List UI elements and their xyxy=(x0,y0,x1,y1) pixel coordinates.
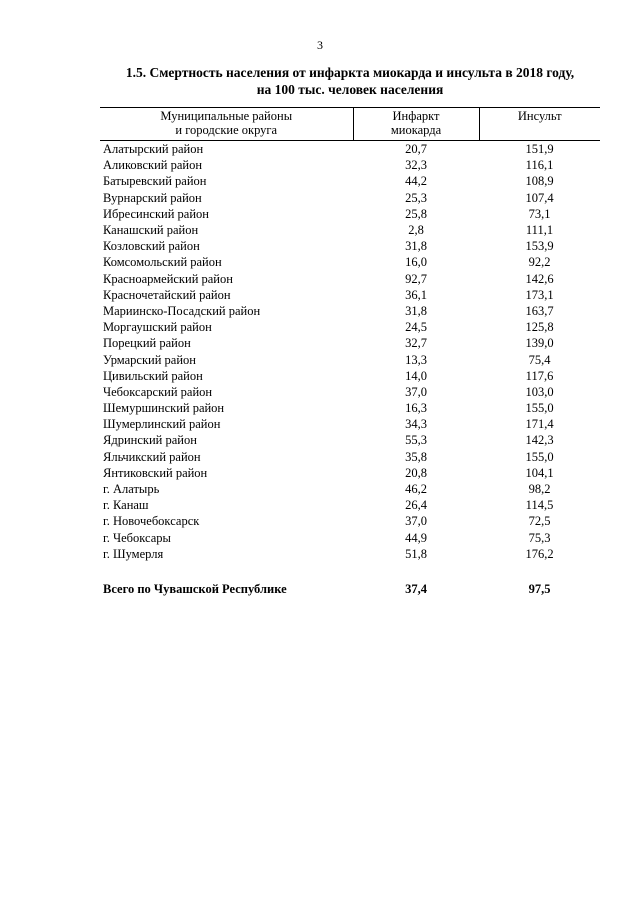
cell-mi: 25,3 xyxy=(405,190,427,205)
cell-mi: 2,8 xyxy=(408,223,424,238)
cell-mi: 32,3 xyxy=(405,158,427,173)
document-title xyxy=(100,64,600,98)
cell-stroke: 111,1 xyxy=(525,223,554,238)
cell-mi: 31,8 xyxy=(405,303,427,318)
cell-mi: 51,8 xyxy=(405,546,427,561)
cell-name: г. Шумерля xyxy=(103,546,164,561)
cell-name: Шумерлинский район xyxy=(103,417,221,432)
cell-stroke: 72,5 xyxy=(528,514,551,529)
cell-stroke: 117,6 xyxy=(525,368,554,383)
table-row xyxy=(100,465,600,481)
cell-stroke: 104,1 xyxy=(525,465,554,480)
cell-stroke: 125,8 xyxy=(525,320,554,335)
table-row xyxy=(100,319,600,335)
cell-name: Аликовский район xyxy=(103,158,203,173)
cell-name: Алатырский район xyxy=(103,142,204,157)
header-municipality-line-1: Муниципальные районы xyxy=(160,109,293,123)
cell-name: Всего по Чувашской Республике xyxy=(103,581,287,596)
cell-stroke: 163,7 xyxy=(525,303,554,318)
cell-mi: 31,8 xyxy=(405,239,427,254)
cell-name: Вурнарский район xyxy=(103,190,202,205)
header-municipality-line-2: и городские округа xyxy=(175,123,278,137)
cell-name: Ибресинский район xyxy=(103,206,209,221)
cell-mi: 36,1 xyxy=(405,287,427,302)
header-mi-line-1: Инфаркт xyxy=(392,109,440,123)
total-row xyxy=(100,581,600,597)
table-row xyxy=(100,449,600,465)
cell-stroke: 114,5 xyxy=(525,498,554,513)
cell-mi: 16,3 xyxy=(405,401,427,416)
cell-name: г. Чебоксары xyxy=(103,530,171,545)
cell-name: г. Алатырь xyxy=(103,482,160,497)
spacer-cell xyxy=(100,562,600,581)
page-number: 3 xyxy=(317,38,323,52)
cell-name: г. Новочебоксарск xyxy=(103,514,200,529)
spacer-row xyxy=(100,562,600,581)
cell-stroke: 103,0 xyxy=(525,384,554,399)
cell-stroke: 92,2 xyxy=(528,255,551,270)
table-row xyxy=(100,271,600,287)
cell-stroke: 173,1 xyxy=(525,287,554,302)
table-row xyxy=(100,513,600,529)
cell-mi: 32,7 xyxy=(405,336,427,351)
cell-stroke: 139,0 xyxy=(525,336,554,351)
title-line-2: на 100 тыс. человек населения xyxy=(256,82,444,97)
table-row xyxy=(100,141,600,158)
cell-name: Комсомольский район xyxy=(103,255,222,270)
cell-name: Козловский район xyxy=(103,239,200,254)
cell-stroke: 155,0 xyxy=(525,401,554,416)
cell-name: Урмарский район xyxy=(103,352,196,367)
table-body xyxy=(100,141,600,598)
cell-mi: 26,4 xyxy=(405,498,427,513)
cell-mi: 44,9 xyxy=(405,530,427,545)
cell-mi: 46,2 xyxy=(405,482,427,497)
cell-name: Порецкий район xyxy=(103,336,191,351)
cell-stroke: 108,9 xyxy=(525,174,554,189)
cell-name: г. Канаш xyxy=(103,498,149,513)
table-row xyxy=(100,173,600,189)
table-row xyxy=(100,497,600,513)
header-myocardial-infarction xyxy=(353,108,479,141)
cell-mi: 37,4 xyxy=(405,581,427,596)
cell-stroke: 142,3 xyxy=(525,433,554,448)
table-row xyxy=(100,254,600,270)
table-row xyxy=(100,530,600,546)
cell-name: Цивильский район xyxy=(103,368,203,383)
cell-stroke: 153,9 xyxy=(525,239,554,254)
cell-name: Шемуршинский район xyxy=(103,401,225,416)
table-row xyxy=(100,400,600,416)
table-row xyxy=(100,481,600,497)
cell-mi: 35,8 xyxy=(405,449,427,464)
table-row xyxy=(100,384,600,400)
table-row xyxy=(100,368,600,384)
title-line-1: 1.5. Смертность населения от инфаркта миокарда и инсульта в 2018 году, xyxy=(125,65,575,80)
cell-mi: 25,8 xyxy=(405,206,427,221)
table-row xyxy=(100,157,600,173)
cell-stroke: 98,2 xyxy=(528,482,551,497)
cell-mi: 13,3 xyxy=(405,352,427,367)
mortality-table xyxy=(100,107,600,597)
cell-name: Красночетайский район xyxy=(103,287,231,302)
table-row xyxy=(100,335,600,351)
table-row xyxy=(100,351,600,367)
table-header-row xyxy=(100,108,600,141)
cell-name: Красноармейский район xyxy=(103,271,233,286)
cell-mi: 44,2 xyxy=(405,174,427,189)
cell-mi: 37,0 xyxy=(405,514,427,529)
cell-stroke: 151,9 xyxy=(525,142,554,157)
cell-stroke: 116,1 xyxy=(525,158,554,173)
cell-mi: 24,5 xyxy=(405,320,427,335)
cell-stroke: 171,4 xyxy=(525,417,554,432)
header-municipality xyxy=(100,108,353,141)
cell-name: Канашский район xyxy=(103,223,199,238)
cell-mi: 92,7 xyxy=(405,271,427,286)
table-row xyxy=(100,546,600,562)
cell-mi: 34,3 xyxy=(405,417,427,432)
cell-stroke: 107,4 xyxy=(525,190,554,205)
cell-name: Мариинско-Посадский район xyxy=(103,303,261,318)
cell-name: Моргаушский район xyxy=(103,320,212,335)
cell-name: Ядринский район xyxy=(103,433,197,448)
table-row xyxy=(100,416,600,432)
cell-name: Батыревский район xyxy=(103,174,207,189)
table-row xyxy=(100,287,600,303)
cell-stroke: 97,5 xyxy=(528,581,551,596)
cell-stroke: 73,1 xyxy=(528,206,551,221)
table-row xyxy=(100,303,600,319)
table-row xyxy=(100,222,600,238)
cell-mi: 37,0 xyxy=(405,384,427,399)
table-row xyxy=(100,190,600,206)
cell-mi: 20,8 xyxy=(405,465,427,480)
cell-mi: 16,0 xyxy=(405,255,427,270)
cell-stroke: 75,4 xyxy=(528,352,551,367)
header-stroke xyxy=(479,108,600,141)
cell-mi: 20,7 xyxy=(405,142,427,157)
cell-stroke: 176,2 xyxy=(525,546,554,561)
cell-stroke: 75,3 xyxy=(528,530,551,545)
cell-stroke: 155,0 xyxy=(525,449,554,464)
table-row xyxy=(100,432,600,448)
cell-stroke: 142,6 xyxy=(525,271,554,286)
cell-name: Чебоксарский район xyxy=(103,384,213,399)
table-row xyxy=(100,238,600,254)
table-row xyxy=(100,206,600,222)
cell-mi: 55,3 xyxy=(405,433,427,448)
header-stroke-label: Инсульт xyxy=(517,109,562,123)
header-mi-line-2: миокарда xyxy=(390,123,442,137)
cell-mi: 14,0 xyxy=(405,368,427,383)
cell-name: Янтиковский район xyxy=(103,465,208,480)
cell-name: Яльчикский район xyxy=(103,449,201,464)
